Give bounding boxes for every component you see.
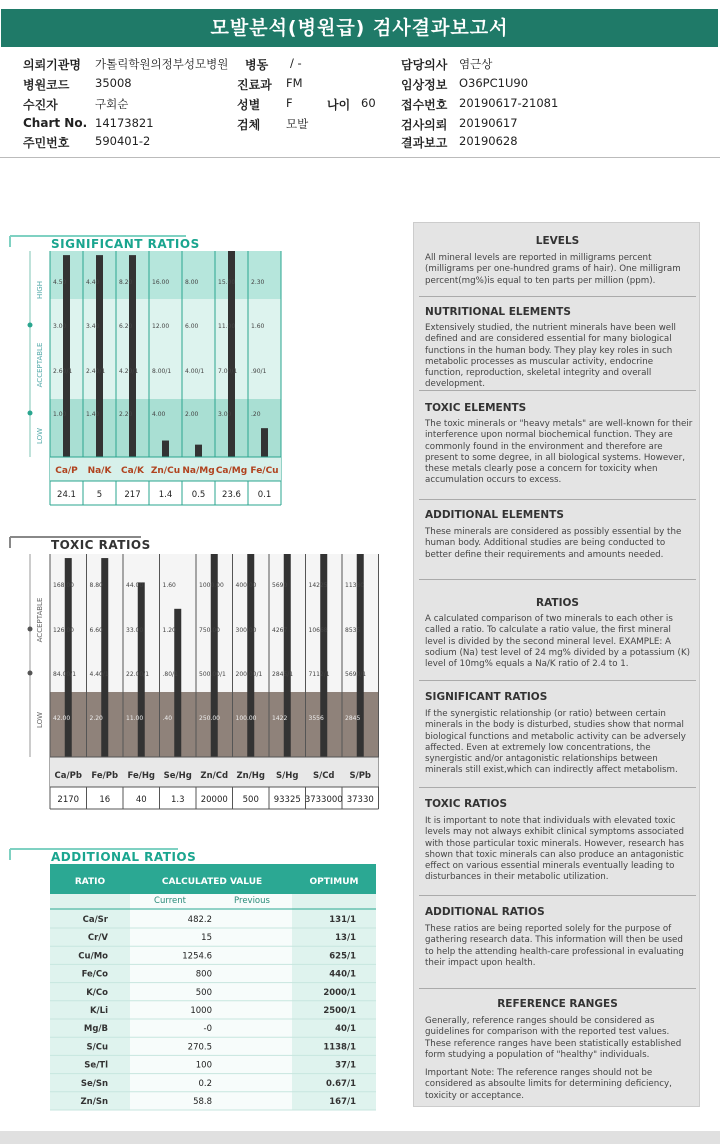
tick-label: 22.00/1 [126, 671, 150, 678]
divider [419, 296, 696, 297]
tick-label: 2.20 [89, 715, 103, 722]
institution-label: 의뢰기관명 [23, 58, 81, 72]
clinical-info-value: O36PC1U90 [459, 76, 529, 90]
significant-ratios-text: If the synergistic relationship (or ratio) between certain minerals in the body is disturbed, studies show that normal biological functions and metabolic activity can be adversely affected. Even at extremely low concentrations, the synergistic and/or antagonistic relationships between minerals still exist,which can indirectly affect metabolism. [425, 709, 686, 776]
doctor-label: 담당의사 [401, 58, 448, 72]
tick-label: 14225 [308, 582, 328, 589]
table-cell-ratio: K/Li [89, 1006, 108, 1016]
ratio-value: 24.1 [57, 490, 76, 500]
table-cell-current: 0.2 [198, 1078, 212, 1089]
header-optimum: OPTIMUM [309, 877, 359, 887]
ratio-label: Ca/Mg [215, 466, 248, 476]
ratio-value: 20000 [200, 795, 228, 805]
tick-label: 5690 [272, 582, 288, 589]
tick-label: 2845 [345, 715, 361, 722]
tick-label: 168.00 [53, 582, 74, 589]
tick-label: 33.00 [126, 627, 144, 634]
table-cell-current: 500 [195, 987, 212, 998]
tick-label: 4267 [272, 627, 288, 634]
ratio-value: 0.1 [257, 490, 272, 500]
additional-elements-text: These minerals are considered as possibly essential by the human body. Additional studies are being conducted to better define their requirements and amounts needed. [425, 527, 682, 560]
ratio-label: Ca/P [55, 466, 78, 476]
ratio-label: Ca/K [121, 466, 144, 476]
tick-label: 300.00 [235, 627, 257, 634]
hospital-code-label: 병원코드 [23, 78, 70, 92]
table-cell-current: 1254.6 [182, 951, 212, 962]
ward-label: 병동 [245, 58, 269, 72]
table-cell-current: 58.8 [193, 1097, 212, 1107]
tick-label: 6.60 [89, 627, 103, 634]
ratio-value: 3733000 [304, 795, 343, 805]
resident-no-value: 590401-2 [95, 134, 151, 148]
table-cell-current: 100 [195, 1060, 212, 1071]
tick-label: 100.00 [235, 715, 257, 722]
tick-label: 3556 [308, 715, 324, 722]
tick-label: 7112/1 [308, 671, 330, 678]
additional-ratios-heading: ADDITIONAL RATIOS [425, 906, 545, 918]
tick-label: 2.30 [251, 279, 265, 286]
tick-label: 8.00 [185, 279, 199, 286]
tick-label: 750.00 [199, 627, 220, 634]
ratio-value: 0.5 [191, 490, 206, 500]
tick-label: 1.60 [251, 323, 265, 330]
table-cell-ratio: Se/Sn [80, 1078, 108, 1089]
bar-na-mg [195, 445, 202, 457]
institution-value: 가톨릭학원의정부성모병원 [95, 57, 229, 71]
axis-marker [28, 671, 33, 676]
table-cell-optimum: 13/1 [335, 933, 356, 944]
tick-label: 6.20 [119, 323, 133, 330]
ratio-label: S/Hg [276, 771, 299, 781]
ratio-value: 16 [99, 795, 111, 805]
levels-text: All mineral levels are reported in milligrams percent (milligrams per one-hundred grams of hair). One milligram percent(mg%)is equal to ten parts per million (ppm). [425, 253, 681, 286]
chart-no-value: 14173821 [95, 116, 154, 130]
tick-label: 8.80 [89, 582, 103, 589]
tick-label: 126.00 [53, 627, 74, 634]
hospital-code-value: 35008 [95, 76, 132, 90]
tick-label: 500.00/1 [199, 671, 226, 678]
table-cell-optimum: 167/1 [329, 1097, 356, 1107]
table-cell-ratio: Cu/Mo [78, 951, 108, 962]
ratio-value: 1.3 [170, 795, 185, 805]
tick-label: 400.00 [235, 582, 257, 589]
divider [419, 680, 696, 681]
bar-zn-cu [162, 441, 169, 457]
report-date-value: 20190628 [459, 134, 518, 148]
department-value: FM [286, 76, 303, 90]
tick-label: 8.20 [119, 279, 133, 286]
ratio-value: 37330 [346, 795, 374, 805]
receipt-no-value: 20190617-21081 [459, 96, 559, 110]
tick-label: 3.40 [86, 323, 100, 330]
toxic-elements-heading: TOXIC ELEMENTS [425, 402, 527, 414]
tick-label: 1.00 [53, 411, 67, 418]
gender-value: F [286, 96, 293, 110]
tick-label: 11.00 [126, 715, 144, 722]
ratio-label: Fe/Pb [91, 771, 119, 781]
tick-label: 3.00 [53, 323, 67, 330]
bar-fe-cu [261, 428, 268, 457]
tick-label: 1.60 [162, 582, 176, 589]
table-cell-optimum: 37/1 [335, 1060, 356, 1071]
ratios-heading: RATIOS [536, 597, 579, 609]
zone-label-acceptable: ACCEPTABLE [36, 597, 44, 643]
divider [419, 390, 696, 391]
tick-label: 12.00 [152, 323, 170, 330]
ratio-label: Zn/Cu [150, 466, 181, 476]
ratio-label: Se/Hg [163, 771, 192, 781]
specimen-label: 검체 [237, 118, 261, 132]
table-cell-ratio: Se/Tl [84, 1060, 108, 1071]
additional-elements-heading: ADDITIONAL ELEMENTS [425, 509, 564, 521]
ward-value: / - [290, 56, 302, 70]
examinee-label: 수진자 [23, 98, 58, 112]
table-cell-current: 800 [195, 969, 212, 980]
tick-label: 42.00 [53, 715, 71, 722]
resident-no-label: 주민번호 [23, 136, 70, 150]
divider [419, 895, 696, 896]
tick-label: .80/1 [162, 671, 178, 678]
table-cell-current: 15 [201, 933, 212, 944]
tick-label: 4.00/1 [185, 368, 205, 375]
tick-label: 2.40/1 [86, 368, 106, 375]
tick-label: 1422 [272, 715, 288, 722]
table-cell-ratio: S/Cu [86, 1042, 108, 1053]
ratio-value: 217 [124, 490, 141, 500]
ratio-label: Na/K [87, 466, 112, 476]
tick-label: .20 [251, 411, 261, 418]
tick-label: 2.20 [119, 411, 133, 418]
tick-label: 84.00/1 [53, 671, 77, 678]
ratio-value: 500 [242, 795, 259, 805]
zone-label-low: LOW [36, 711, 44, 729]
header-calculated: CALCULATED VALUE [161, 877, 263, 887]
tick-label: 5690/1 [345, 671, 367, 678]
high-zone [50, 251, 281, 299]
table-cell-ratio: Cr/V [87, 933, 108, 944]
gender-label: 성별 [237, 98, 261, 112]
age-value: 60 [361, 96, 376, 110]
reference-ranges-heading: REFERENCE RANGES [497, 998, 618, 1010]
ratio-label: Zn/Cd [200, 771, 229, 781]
ratio-label: S/Pb [349, 771, 372, 781]
ratio-label: Fe/Cu [250, 466, 279, 476]
nutritional-heading: NUTRITIONAL ELEMENTS [425, 306, 571, 318]
table-cell-ratio: Fe/Co [81, 969, 108, 980]
tick-label: 250.00 [199, 715, 220, 722]
age-label: 나이 [327, 98, 351, 112]
tick-label: 2.00 [185, 411, 199, 418]
table-cell-current: -0 [203, 1024, 212, 1035]
table-cell-ratio: Ca/Sr [82, 915, 108, 925]
toxic-ratios-text: It is important to note that individuals with elevated toxic levels may not always exhibit clinical symptoms associated with those particular toxic minerals. However, research has shown that toxic minerals can also produce an antagonistic effect on various essential minerals eventually leading to disturbances in their metabolic utilization. [425, 816, 684, 883]
tick-label: 4.20/1 [119, 368, 139, 375]
examinee-value: 구회순 [95, 97, 129, 111]
ratio-value: 2170 [57, 795, 80, 805]
tick-label: 8.00/1 [152, 368, 172, 375]
tick-label: 15.00 [218, 279, 236, 286]
doctor-value: 염근상 [459, 57, 493, 71]
divider [419, 787, 696, 788]
request-date-label: 검사의뢰 [401, 118, 448, 132]
tick-label: 200.00/1 [235, 671, 263, 678]
table-cell-ratio: K/Co [86, 987, 108, 998]
table-cell-current: 270.5 [187, 1042, 212, 1053]
tick-label: 2.60/1 [53, 368, 73, 375]
specimen-value: 모발 [286, 117, 309, 131]
tick-label: 1000.00 [199, 582, 224, 589]
ratio-label: Zn/Hg [236, 771, 266, 781]
zone-label-acceptable: ACCEPTABLE [36, 342, 44, 388]
table-cell-optimum: 40/1 [335, 1024, 356, 1035]
bar-fe-hg [138, 582, 145, 757]
value-column [130, 894, 292, 1110]
ratio-value: 23.6 [222, 490, 241, 500]
table-cell-ratio: Mg/B [83, 1024, 108, 1035]
department-label: 진료과 [237, 78, 272, 92]
toxic-elements-text: The toxic minerals or "heavy metals" are well-known for their interference upon normal biochemical function. They are commonly found in the environment and therefore are present to some degree, in all biological systems. However, these metals clearly pose a concern for toxicity when accumulation occurs to excess. [425, 419, 693, 486]
divider [419, 499, 696, 500]
toxic-ratios-heading: TOXIC RATIOS [425, 798, 508, 810]
axis-marker [28, 411, 33, 416]
tick-label: 44.00 [126, 582, 144, 589]
ratios-text: A calculated comparison of two minerals to each other is called a ratio. To calculate a ratio value, the first mineral level is divided by the second mineral level. EXAMPLE: A sodium (Na) test level of 24 mg% divided by a potassium (K) level of 10mg% equals a Na/K ratio of 2.4 to 1. [425, 614, 691, 670]
significant-ratios-title: SIGNIFICANT RATIOS [51, 237, 200, 251]
reference-ranges-text: Generally, reference ranges should be considered as guidelines for comparison with the reported test values. These reference ranges have been statistically established form studying a population of "healthy" individuals. [425, 1016, 682, 1060]
tick-label: 10668 [308, 627, 328, 634]
important-note-text: Important Note: The reference ranges should not be considered as absoulte limits for determining deficiency, toxicity or acceptance. [425, 1068, 672, 1101]
request-date-value: 20190617 [459, 116, 518, 130]
significant-ratios-heading: SIGNIFICANT RATIOS [425, 691, 548, 703]
table-cell-optimum: 440/1 [329, 969, 356, 980]
nutritional-text: Extensively studied, the nutrient minerals have been well defined and are considered essential for many biological functions in the human body. They play key roles in such metabolic processes as muscular activity, endocrine function, reproduction, skeletal integrity and overall development. [425, 323, 676, 390]
table-cell-current: 482.2 [187, 915, 212, 925]
tick-label: 3.00 [218, 411, 232, 418]
clinical-info-label: 임상정보 [401, 78, 448, 92]
ratio-label: Na/Mg [182, 466, 215, 476]
zone-label-low: LOW [36, 427, 44, 445]
table-cell-optimum: 1138/1 [323, 1042, 356, 1053]
subheader-current: Current [154, 896, 186, 906]
ratio-value: 40 [135, 795, 147, 805]
ratio-value: 1.4 [158, 490, 173, 500]
axis-marker [28, 323, 33, 328]
tick-label: 11.00 [218, 323, 236, 330]
additional-ratios-title: ADDITIONAL RATIOS [51, 850, 197, 864]
tick-label: 8535 [345, 627, 361, 634]
axis-marker [28, 627, 33, 632]
tick-label: 6.00 [185, 323, 199, 330]
table-cell-ratio: Zn/Sn [80, 1097, 108, 1107]
tick-label: 7.00/1 [218, 368, 238, 375]
ratio-value: 5 [96, 490, 103, 500]
info-panel [413, 222, 700, 1107]
table-cell-optimum: 131/1 [329, 915, 356, 925]
tick-label: 4.40 [86, 279, 100, 286]
tick-label: 11380 [345, 582, 365, 589]
tick-label: 4.40/1 [89, 671, 109, 678]
tick-label: 1.40 [86, 411, 100, 418]
table-cell-optimum: 2500/1 [323, 1006, 356, 1016]
ratio-label: Ca/Pb [54, 771, 82, 781]
receipt-no-label: 접수번호 [401, 98, 448, 112]
tick-label: 4.50 [53, 279, 67, 286]
tick-label: 4.00 [152, 411, 166, 418]
tick-label: 2845/1 [272, 671, 294, 678]
levels-heading: LEVELS [535, 235, 580, 247]
chart-no-label: Chart No. [23, 116, 88, 130]
tick-label: 1.20 [162, 627, 176, 634]
header-ratio: RATIO [74, 877, 106, 887]
acceptable-zone [50, 299, 281, 399]
ratio-label: Fe/Hg [127, 771, 156, 781]
tick-label: .40 [162, 715, 173, 722]
tick-label: .90/1 [251, 368, 267, 375]
report-date-label: 결과보고 [401, 136, 448, 150]
ratio-label: S/Cd [312, 771, 335, 781]
tick-label: 16.00 [152, 279, 170, 286]
ratio-value: 93325 [273, 795, 301, 805]
subheader-previous: Previous [234, 896, 270, 906]
table-cell-optimum: 0.67/1 [326, 1078, 356, 1089]
table-cell-optimum: 2000/1 [323, 987, 356, 998]
table-cell-optimum: 625/1 [329, 951, 356, 962]
divider [419, 579, 696, 580]
zone-label-high: HIGH [36, 280, 44, 300]
table-cell-current: 1000 [190, 1006, 212, 1016]
additional-ratios-text: These ratios are being reported solely for the purpose of gathering research data. This information will then be used to help the attending health-care professional in evaluating their impact upon health. [425, 924, 684, 968]
report-title: 모발분석(병원급) 검사결과보고서 [1, 9, 718, 47]
bottom-strip [0, 1131, 720, 1144]
toxic-ratios-title: TOXIC RATIOS [51, 538, 151, 552]
divider [419, 988, 696, 989]
